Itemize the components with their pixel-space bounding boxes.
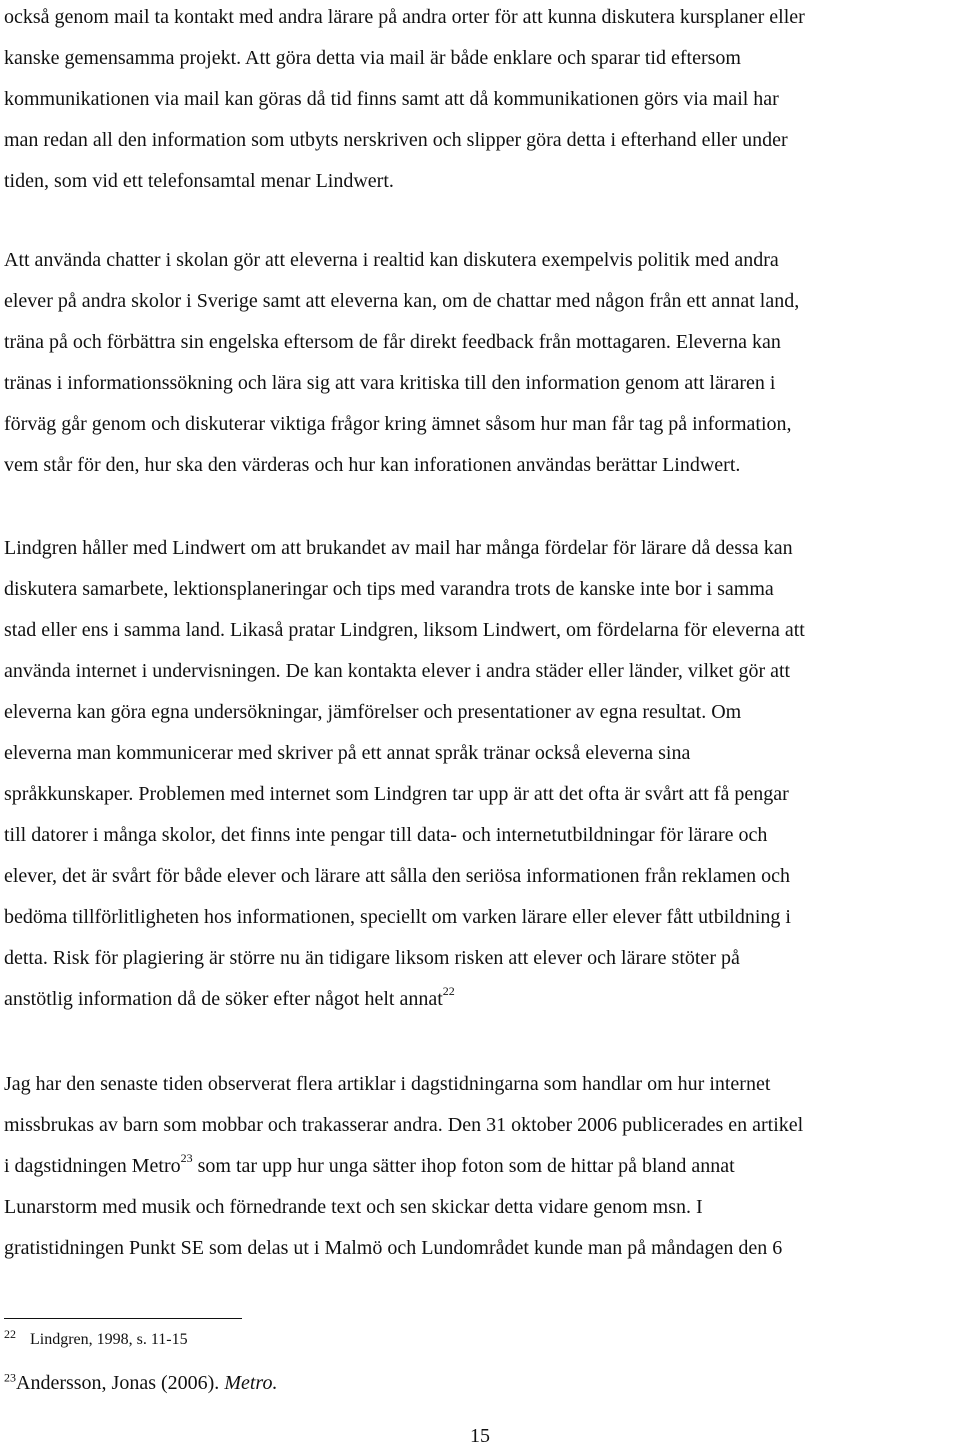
footnote-22 [4,1328,188,1352]
text-line: tränas i informationssökning och lära sig att vara kritiska till den information genom att läraren i [4,372,776,394]
text-line: missbrukas av barn som mobbar och trakasserar andra. Den 31 oktober 2006 publicerades en artikel [4,1114,804,1136]
text-line: till datorer i många skolor, det finns inte pengar till data- och internetutbildningar för lärare och [4,824,768,846]
text-line: eleverna kan göra egna undersökningar, jämförelser och presentationer av egna resultat. Om [4,701,742,723]
text-line: tiden, som vid ett telefonsamtal menar Lindwert. [4,170,394,192]
text-line: språkkunskaper. Problemen med internet som Lindgren tar upp är att det ofta är svårt att få pengar [4,783,789,805]
text-line-content: som tar upp hur unga sätter ihop foton som de hittar på bland annat [192,1155,735,1177]
text-line [4,1146,956,1187]
text-line: bedöma tillförlitligheten hos informationen, speciellt om varken lärare eller elever fått utbildning i [4,906,791,928]
text-line-content: i dagstidningen Metro [4,1155,181,1177]
text-line: vem står för den, hur ska den värderas och hur kan inforationen användas berättar Lindwert. [4,454,741,476]
text-line: Jag har den senaste tiden observerat flera artiklar i dagstidningarna som handlar om hur internet [4,1073,771,1095]
text-line: kanske gemensamma projekt. Att göra detta via mail är både enklare och sparar tid eftersom [4,47,741,69]
text-line: detta. Risk för plagiering är större nu än tidigare liksom risken att elever och lärare stöter på [4,947,740,969]
text-line: elever, det är svårt för både elever och lärare att sålla den seriösa informationen från reklamen och [4,865,791,887]
text-line: Lindgren håller med Lindwert om att brukandet av mail har många fördelar för lärare då dessa kan [4,537,793,559]
paragraph-4 [4,1064,956,1269]
paragraph-2 [4,240,956,486]
text-line: Lunarstorm med musik och förnedrande text och sen skickar detta vidare genom msn. I [4,1196,703,1218]
text-line: förväg går genom och diskuterar viktiga frågor kring ämnet såsom hur man får tag på information, [4,413,792,435]
text-line: man redan all den information som utbyts nerskriven och slipper göra detta i efterhand eller under [4,129,788,151]
text-line-content: anstötlig information då de söker efter något helt annat [4,988,443,1010]
footnote-23 [4,1368,277,1398]
footnote-number: 23 [4,1370,16,1385]
text-line: stad eller ens i samma land. Likaså pratar Lindgren, liksom Lindwert, om fördelarna för eleverna att [4,619,805,641]
footnote-text: Lindgren, 1998, s. 11-15 [30,1331,188,1348]
text-line: träna på och förbättra sin engelska eftersom de får direkt feedback från mottagaren. Eleverna kan [4,331,781,353]
paragraph-1 [4,0,956,202]
text-line: också genom mail ta kontakt med andra lärare på andra orter för att kunna diskutera kursplaner eller [4,6,805,28]
footnote-text: Andersson, Jonas (2006). [16,1372,225,1394]
text-line [4,979,956,1020]
footnote-number: 22 [4,1326,16,1341]
text-line: Att använda chatter i skolan gör att eleverna i realtid kan diskutera exempelvis politik med andra [4,249,779,271]
footnote-divider [4,1318,242,1319]
text-line: kommunikationen via mail kan göras då tid finns samt att då kommunikationen görs via mail har [4,88,779,110]
footnote-source-title: Metro. [224,1372,278,1394]
text-line: använda internet i undervisningen. De kan kontakta elever i andra städer eller länder, vilket gör att [4,660,791,682]
text-line: eleverna man kommunicerar med skriver på ett annat språk tränar också eleverna sina [4,742,691,764]
footnote-ref-22[interactable]: 22 [442,984,455,999]
footnote-ref-23[interactable]: 23 [180,1151,193,1166]
page-number: 15 [470,1425,490,1447]
text-line: gratistidningen Punkt SE som delas ut i Malmö och Lundområdet kunde man på måndagen den 6 [4,1237,783,1259]
paragraph-3 [4,528,956,1020]
text-line: diskutera samarbete, lektionsplaneringar och tips med varandra trots de kanske inte bor i samma [4,578,774,600]
text-line: elever på andra skolor i Sverige samt att eleverna kan, om de chattar med någon från ett annat land, [4,290,800,312]
